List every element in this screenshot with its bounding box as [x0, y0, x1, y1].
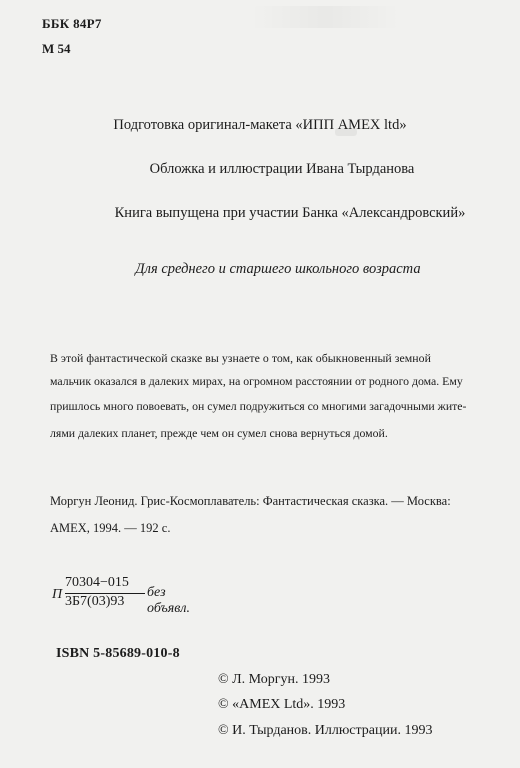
formula-denominator: 3Б7(03)93 — [65, 594, 125, 609]
bibliographic-reference-continued: АМЕХ, 1994. — 192 с. — [50, 521, 171, 535]
sponsor-credit: Книга выпущена при участии Банка «Александровский» — [114, 205, 466, 221]
abstract-line: мальчик оказался в далеких мирах, на огромном расстоянии от родного дома. Ему — [50, 373, 463, 388]
bbk-code: ББК 84Р7 — [42, 16, 102, 31]
isbn: ISBN 5-85689-010-8 — [56, 646, 180, 661]
abstract-line: В этой фантастической сказке вы узнаете о том, как обыкновенный земной — [50, 350, 431, 365]
abstract-line: лями далеких планет, прежде чем он сумел снова вернуться домой. — [50, 425, 388, 440]
bibliographic-reference: Моргун Леонид. Грис-Космоплаватель: Фантастическая сказка. — Москва: — [50, 494, 451, 508]
copyright-line: © «АМЕХ Ltd». 1993 — [218, 697, 346, 712]
formula-letter: П — [52, 587, 63, 602]
age-recommendation: Для среднего и старшего школьного возраста — [135, 261, 421, 277]
author-mark-code: М 54 — [42, 41, 71, 56]
formula-suffix: без объявл. — [147, 585, 190, 616]
show-through-smudge — [250, 6, 400, 28]
copyright-line: © И. Тырданов. Иллюстрации. 1993 — [218, 723, 433, 738]
copyright-line: © Л. Моргун. 1993 — [218, 672, 330, 687]
cover-credit: Обложка и иллюстрации Ивана Тырданова — [149, 161, 415, 177]
layout-credit: Подготовка оригинал-макета «ИПП АМЕХ ltd» — [113, 117, 407, 133]
abstract-line: пришлось много повоевать, он сумел подружиться со многими загадочными жите- — [50, 398, 467, 413]
formula-numerator: 70304−015 — [65, 575, 129, 590]
